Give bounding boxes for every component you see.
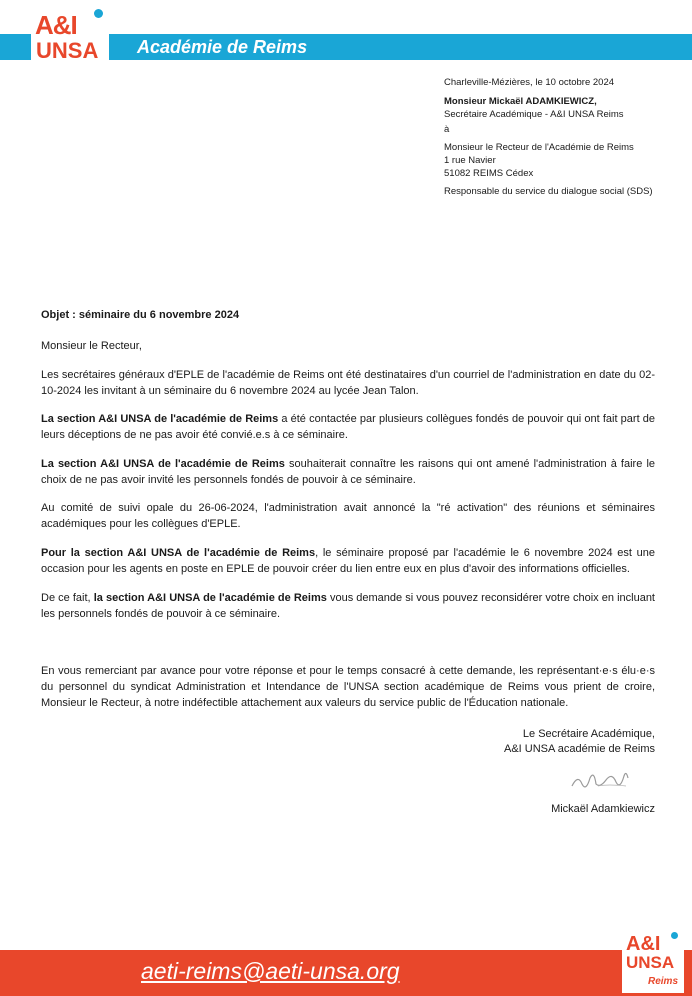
recipient-line4: Responsable du service du dialogue social (SDS) xyxy=(444,186,653,197)
recipient-line1: Monsieur le Recteur de l'Académie de Reims xyxy=(444,142,634,153)
footer-logo-dot-icon xyxy=(671,932,678,939)
handwritten-signature xyxy=(568,766,632,794)
paragraph-1: Les secrétaires généraux d'EPLE de l'académie de Reims ont été destinataires d'un courriel de l'administration en date du 02-10-2024 les invitant à un séminaire du 6 novembre 2024 au lycée Jean Talon. xyxy=(41,369,655,397)
logo-unsa-text: UNSA xyxy=(36,38,99,63)
to-label: à xyxy=(444,124,450,135)
paragraph-2 xyxy=(41,411,655,443)
paragraph-6-text: vous demande si vous pouvez reconsidérer votre choix en incluant les personnels fondés de pouvoir à ce séminaire. xyxy=(41,592,655,620)
footer-logo-unsa: UNSA xyxy=(626,953,675,972)
ai-unsa-reims-logo xyxy=(622,931,684,993)
paragraph-5 xyxy=(41,545,655,577)
footer-logo-reims: Reims xyxy=(648,976,679,987)
paragraph-7: En vous remerciant par avance pour votre réponse et pour le temps consacré à cette demande, les représentant·e·s élu·e·s du personnel du syndicat Administration et Intendance de l'UNSA section académique de Reims vous prient de croire, Monsieur le Recteur, à notre indéfectible attachement aux valeurs du service public de l'Éducation nationale. xyxy=(41,665,655,709)
logo-ai-text: A&I xyxy=(35,10,77,40)
recipient-line2: 1 rue Navier xyxy=(444,155,496,166)
footer-logo-ai: A&I xyxy=(626,933,661,955)
paragraph-6 xyxy=(41,590,655,622)
header-title: Académie de Reims xyxy=(137,37,308,57)
paragraph-6-start: De ce fait, xyxy=(41,592,94,604)
sender-name: Monsieur Mickaël ADAMKIEWICZ, xyxy=(444,96,597,107)
paragraph-6-bold: la section A&I UNSA de l'académie de Reims xyxy=(93,592,327,604)
paragraph-3-bold: La section A&I UNSA de l'académie de Reims xyxy=(41,458,285,470)
logo-dot-icon xyxy=(94,9,103,18)
paragraph-2-bold: La section A&I UNSA de l'académie de Reims xyxy=(41,413,279,425)
paragraph-5-text: , le séminaire proposé par l'académie le 6 novembre 2024 est une occasion pour les agents en poste en EPLE de pouvoir créer du lien entre eux en plus d'avoir des informations officielles. xyxy=(41,547,655,575)
footer-email-link[interactable]: aeti-reims@aeti-unsa.org xyxy=(141,958,400,984)
paragraph-3-text: souhaiterait connaître les raisons qui ont amené l'administration à faire le choix de ne pas avoir invité les personnels fondés de pouvoir à ce séminaire. xyxy=(41,458,655,486)
paragraph-3 xyxy=(41,456,655,488)
recipient-line3: 51082 REIMS Cédex xyxy=(444,168,534,179)
salutation: Monsieur le Recteur, xyxy=(41,340,142,352)
place-date: Charleville-Mézières, le 10 octobre 2024 xyxy=(444,77,615,88)
sender-role: Secrétaire Académique - A&I UNSA Reims xyxy=(444,109,624,120)
paragraph-5-bold: Pour la section A&I UNSA de l'académie de Reims xyxy=(41,547,316,559)
sign-org: A&I UNSA académie de Reims xyxy=(503,743,655,755)
paragraph-4: Au comité de suivi opale du 26-06-2024, l'administration avait annoncé la "ré activation" des réunions et séminaires académiques pour les collègues d'EPLE. xyxy=(41,502,655,530)
letter-object: Objet : séminaire du 6 novembre 2024 xyxy=(41,309,240,321)
paragraph-2-text: a été contactée par plusieurs collègues fondés de pouvoir qui ont fait part de leurs déceptions de ne pas avoir été convié.e.s à ce séminaire. xyxy=(41,413,656,441)
ai-unsa-logo xyxy=(31,9,109,71)
sign-name: Mickaël Adamkiewicz xyxy=(551,803,655,815)
sign-role: Le Secrétaire Académique, xyxy=(522,728,655,740)
